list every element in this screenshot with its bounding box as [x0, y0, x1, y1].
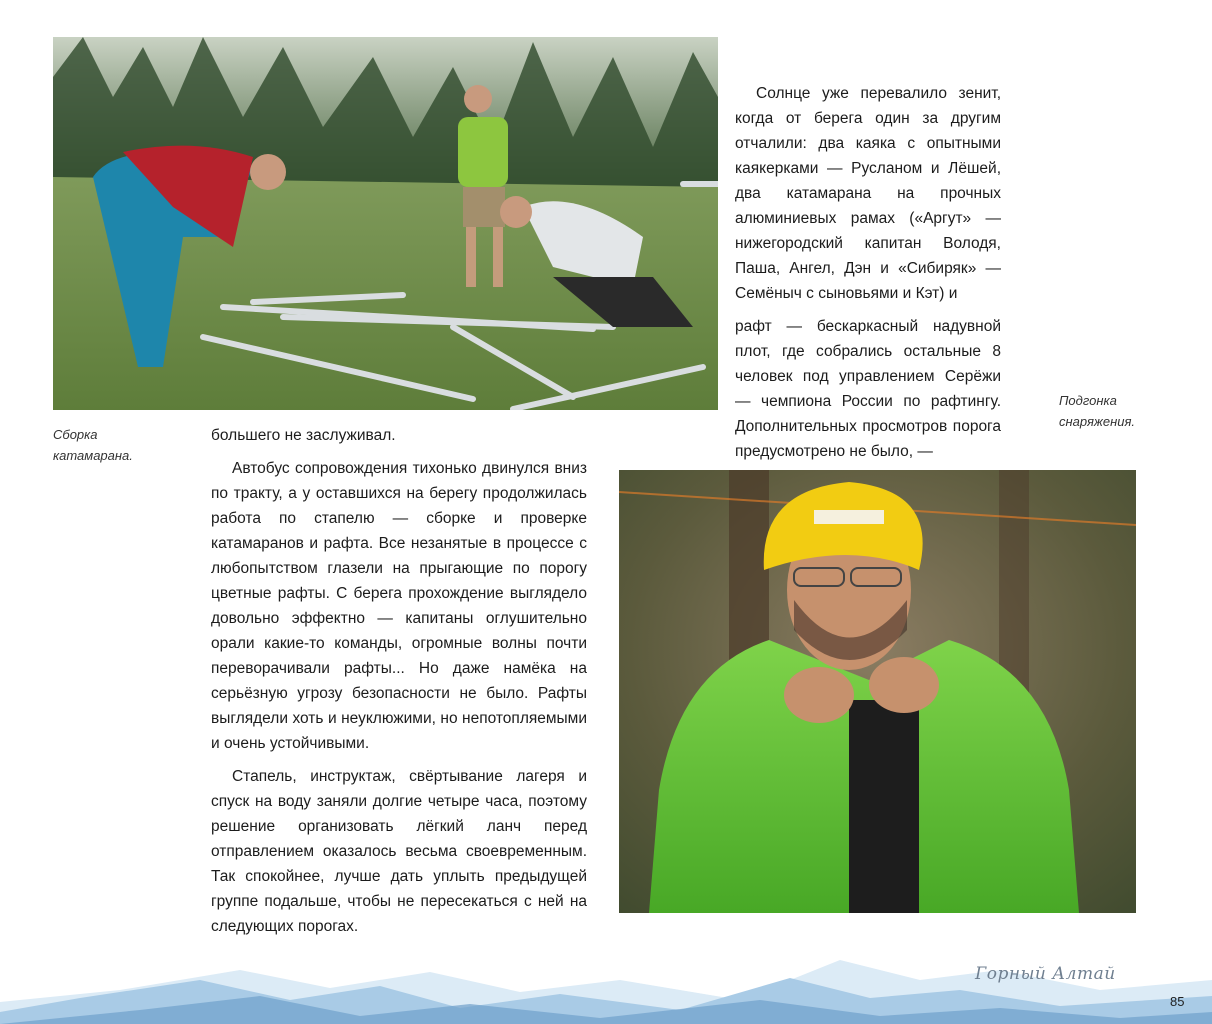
photo-helmet-fitting [619, 470, 1136, 913]
caption-top-photo: Сборка катамарана. [53, 427, 133, 463]
photo-helmet-fitting-image [619, 470, 1136, 913]
paragraph: Солнце уже перевалило зенит, когда от берега один за другим отчалили: два каяка с опытными каякерками — Русланом и Лёшей, два катамарана на прочных алюминиевых рамах («Аргут» — нижегородский капитан Володя, Паша, Ангел, Дэн и «Сибиряк» — Семёныч с сыновьями и Кэт) и [735, 85, 1001, 302]
photo-catamaran-assembly-image [53, 37, 718, 410]
running-title: Горный Алтай [975, 964, 1116, 984]
footer-mountains-decoration [0, 950, 1212, 1024]
paragraph: большего не заслуживал. [211, 427, 396, 444]
caption-bottom-photo: Подгонка снаряжения. [1059, 393, 1136, 429]
photo-catamaran-assembly [53, 37, 718, 410]
text-column-left [211, 423, 587, 947]
paragraph: Стапель, инструктаж, свёртывание лагеря и спуск на воду заняли долгие четыре часа, поэтому решение организовать лёгкий ланч перед отправлением оказалось весьма своевременным. Так спокойнее, лучше дать уплыть предыдущей группе подальше, чтобы не пересекаться с ней на следующих порогах. [211, 768, 587, 935]
page-number: 85 [1170, 994, 1185, 1009]
paragraph: Автобус сопровождения тихонько двинулся вниз по тракту, а у оставшихся на берегу продолжилась работа по стапелю — сборке и проверке катамаранов и рафта. Все незанятые в процессе с любопытством глазели на прыгающие по порогу цветные рафты. С берега прохождение выглядело довольно эффектно — капитаны оглушительно орали какие-то команды, огромные волны почти переворачивали рафты... Но даже намёка на серьёзную угрозу безопасности не было. Рафты выглядели хоть и неуклюжими, но непотопляемыми и очень устойчивыми. [211, 460, 587, 752]
paragraph: рафт — бескаркасный надувной плот, где собрались остальные 8 человек под управлением Серёжи — чемпиона России по рафтингу. Дополнительных просмотров порога предусмотрено не было, — [735, 318, 1001, 460]
text-column-right [735, 81, 1001, 472]
